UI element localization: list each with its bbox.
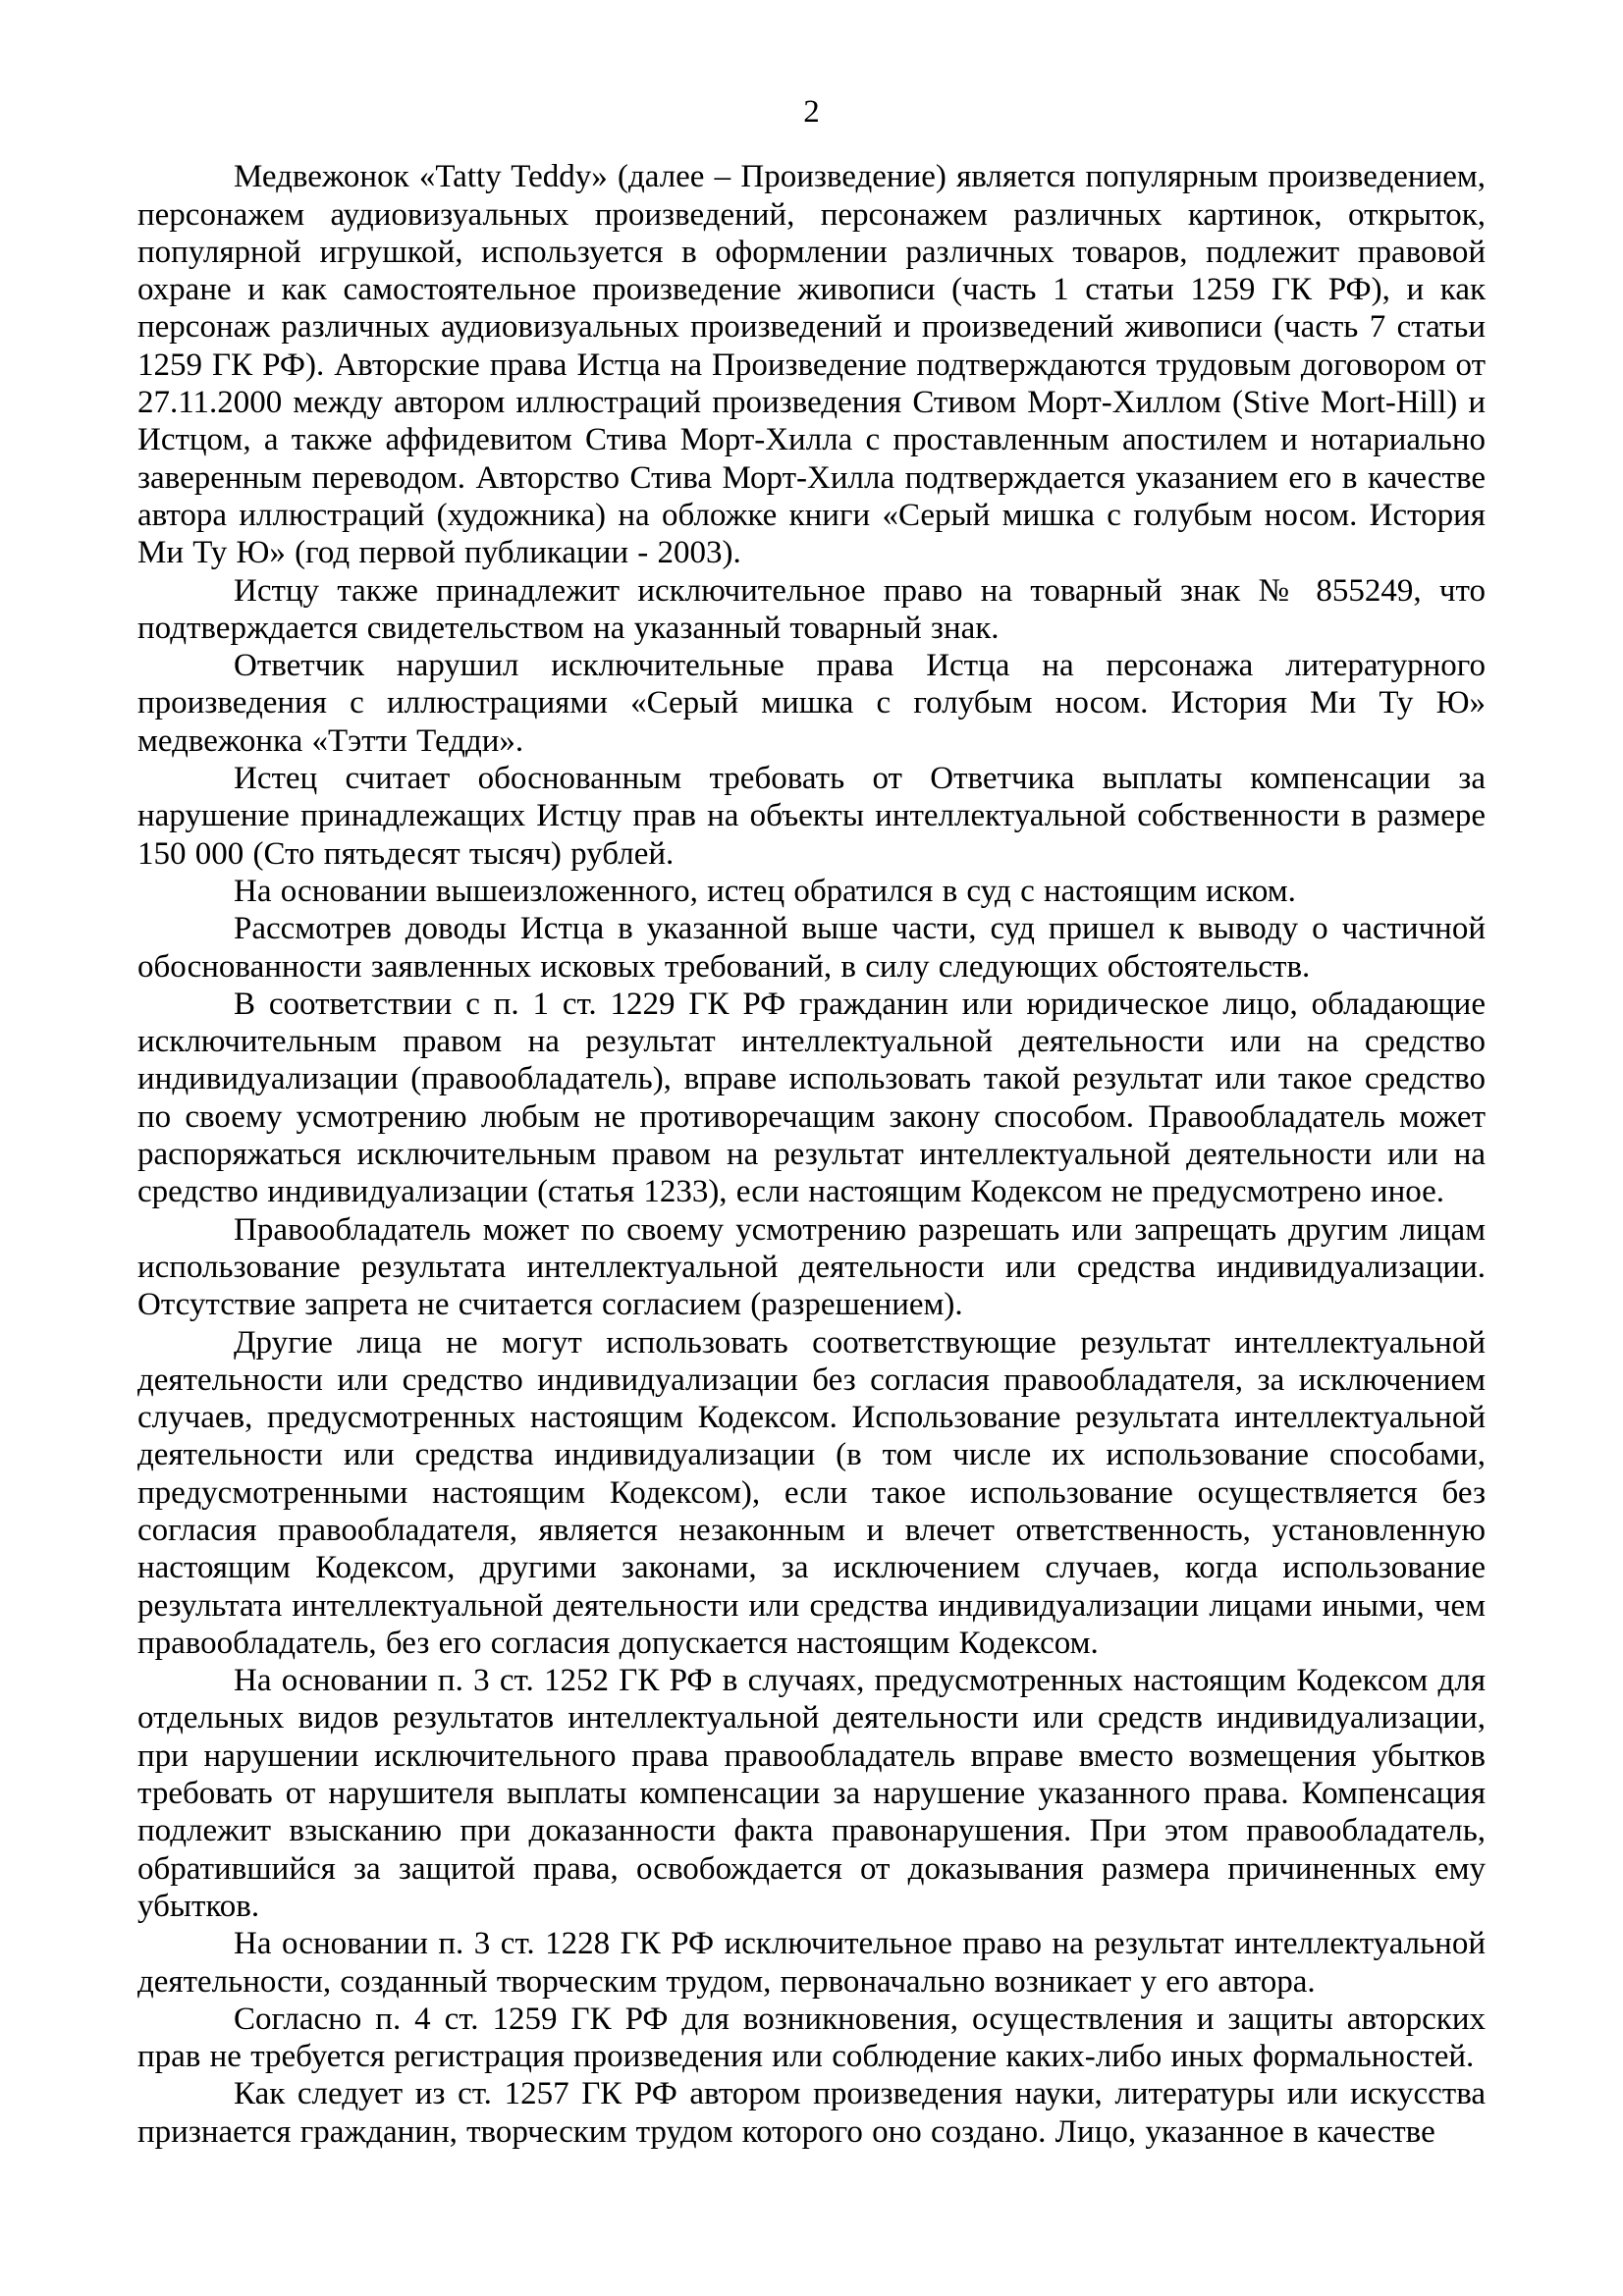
paragraph-gk-1228: На основании п. 3 ст. 1228 ГК РФ исключительное право на результат интеллектуальной деятельности, созданный творческим трудом, первоначально возникает у его автора. [137, 1926, 1486, 2000]
paragraph-gk-1229: В соответствии с п. 1 ст. 1229 ГК РФ гражданин или юридическое лицо, обладающие исключительным правом на результат интеллектуальной деятельности или на средство индивидуализации (правообладатель), вправе использовать такой результат или такое средство по своему усмотрению любым не противоречащим закону способом. Правообладатель может распоряжаться исключительным правом на результат интеллектуальной деятельности или на средство индивидуализации (статья 1233), если настоящим Кодексом не предусмотрено иное. [137, 986, 1486, 1210]
paragraph-compensation-claim: Истец считает обоснованным требовать от Ответчика выплаты компенсации за нарушение принадлежащих Истцу прав на объекты интеллектуальной собственности в размере 150 000 (Сто пятьдесят тысяч) рублей. [137, 761, 1486, 872]
paragraph-trademark: Истцу также принадлежит исключительное право на товарный знак № 855249, что подтверждается свидетельством на указанный товарный знак. [137, 572, 1486, 646]
page-number: 2 [803, 94, 820, 130]
paragraph-gk-1259: Согласно п. 4 ст. 1259 ГК РФ для возникновения, осуществления и защиты авторских прав не требуется регистрация произведения или соблюдение каких-либо иных формальностей. [137, 2001, 1486, 2075]
paragraph-gk-1252: На основании п. 3 ст. 1252 ГК РФ в случаях, предусмотренных настоящим Кодексом для отдельных видов результатов интеллектуальной деятельности или средств индивидуализации, при нарушении исключительного права правообладатель вправе вместо возмещения убытков требовать от нарушителя выплаты компенсации за нарушение указанного права. Компенсация подлежит взысканию при доказанности факта правонарушения. При этом правообладатель, обратившийся за защитой права, освобождается от доказывания размера причиненных ему убытков. [137, 1663, 1486, 1924]
paragraph-lawsuit-basis: На основании вышеизложенного, истец обратился в суд с настоящим иском. [234, 873, 1296, 909]
paragraph-other-persons-use: Другие лица не могут использовать соответствующие результат интеллектуальной деятельности или средство индивидуализации без согласия правообладателя, за исключением случаев, предусмотренных настоящим Кодексом. Использование результата интеллектуальной деятельности или средства индивидуализации (в том числе их использование способами, предусмотренными настоящим Кодексом), если такое использование осуществляется без согласия правообладателя, является незаконным и влечет ответственность, установленную настоящим Кодексом, другими законами, за исключением случаев, когда использование результата интеллектуальной деятельности или средства индивидуализации лицами иными, чем правообладатель, без его согласия допускается настоящим Кодексом. [137, 1324, 1486, 1661]
document-body [137, 158, 1486, 2151]
paragraph-gk-1257: Как следует из ст. 1257 ГК РФ автором произведения науки, литературы или искусства признается гражданин, творческим трудом которого оно создано. Лицо, указанное в качестве [137, 2076, 1486, 2150]
paragraph-intro-tatty-teddy: Медвежонок «Tatty Teddy» (далее – Произведение) является популярным произведением, персонажем аудиовизуальных произведений, персонажем различных картинок, открыток, популярной игрушкой, используется в оформлении различных товаров, подлежит правовой охране и как самостоятельное произведение живописи (часть 1 статьи 1259 ГК РФ), и как персонаж различных аудиовизуальных произведений и произведений живописи (часть 7 статьи 1259 ГК РФ). Авторские права Истца на Произведение подтверждаются трудовым договором от 27.11.2000 между автором иллюстраций произведения Стивом Морт-Хиллом (Stive Mort-Hill) и Истцом, а также аффидевитом Стива Морт-Хилла с проставленным апостилем и нотариально заверенным переводом. Авторство Стива Морт-Хилла подтверждается указанием его в качестве автора иллюстраций (художника) на обложке книги «Серый мишка с голубым носом. История Ми Ту Ю» (год первой публикации - 2003). [137, 159, 1486, 571]
paragraph-court-conclusion: Рассмотрев доводы Истца в указанной выше части, суд пришел к выводу о частичной обоснованности заявленных исковых требований, в силу следующих обстоятельств. [137, 911, 1486, 985]
paragraph-defendant-violation: Ответчик нарушил исключительные права Истца на персонажа литературного произведения с иллюстрациями «Серый мишка с голубым носом. История Ми Ту Ю» медвежонка «Тэтти Тедди». [137, 648, 1486, 759]
paragraph-rightsholder-permission: Правообладатель может по своему усмотрению разрешать или запрещать другим лицам использование результата интеллектуальной деятельности или средства индивидуализации. Отсутствие запрета не считается согласием (разрешением). [137, 1211, 1486, 1323]
